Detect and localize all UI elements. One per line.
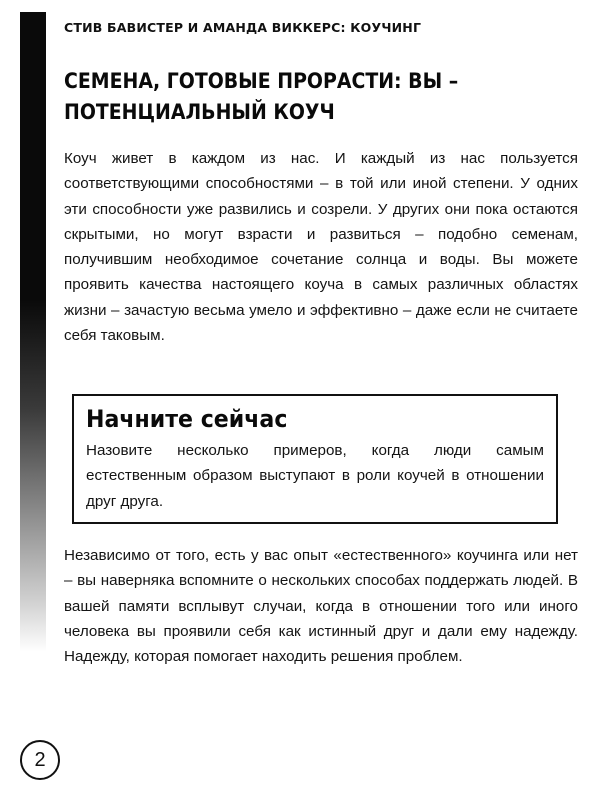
body-paragraph-1: Коуч живет в каждом из нас. И каждый из нас пользуется соответствующими способностями – в той или иной степени. У одних эти способности уже развились и созрели. У других они пока остаются скрытыми, но могут взрасти и развиться – подобно семенам, получившим необходимое сочетание солнца и воды. Вы можете проявить качества настоящего коуча в самых различных областях жизни – зачастую весьма умело и эффективно – даже если не считаете себя таковым. [64, 150, 578, 345]
chapter-title-line-1: СЕМЕНА, ГОТОВЫЕ ПРОРАСТИ: ВЫ – [64, 69, 459, 93]
callout-box [72, 394, 558, 524]
chapter-title-line-2: ПОТЕНЦИАЛЬНЫЙ КОУЧ [64, 100, 335, 124]
body-paragraph-2: Независимо от того, есть у вас опыт «естественного» коучинга или нет – вы наверняка вспомните о нескольких способах поддержать людей. В вашей памяти всплывут случаи, когда в отношении того или иного человека вы проявили себя как истинный друг и дали ему надежду. Надежду, которая помогает находить решения проблем. [64, 547, 578, 666]
callout-text: Назовите несколько примеров, когда люди самым естественным образом выступают в роли коучей в отношении друг друга. [86, 442, 544, 510]
page-number: 2 [20, 740, 60, 780]
running-head: СТИВ БАВИСТЕР И АМАНДА ВИККЕРС: КОУЧИНГ [64, 20, 422, 35]
decorative-side-bar [20, 12, 46, 652]
chapter-title [64, 66, 532, 128]
callout-title: Начните сейчас [86, 405, 288, 433]
